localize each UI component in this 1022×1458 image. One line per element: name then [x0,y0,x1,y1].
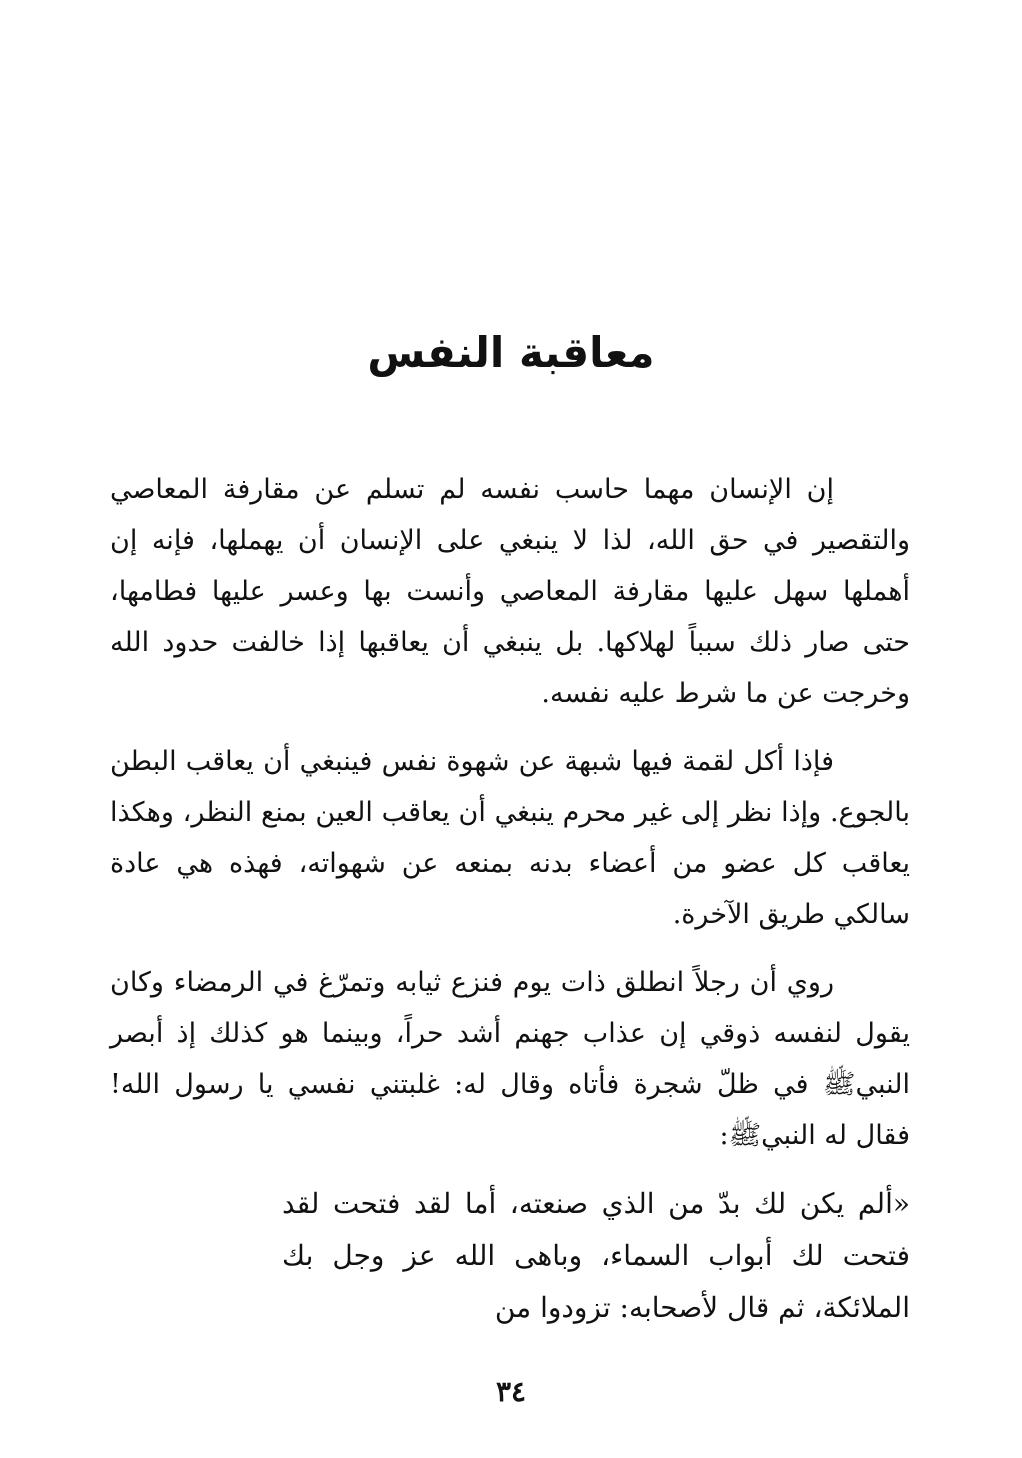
page-number: ٣٤ [495,1375,527,1408]
chapter-title: معاقبة النفس [367,328,655,377]
paragraph-1: إن الإنسان مهما حاسب نفسه لم تسلم عن مقارفة المعاصي والتقصير في حق الله، لذا لا ينبغي على الإنسان أن يهملها، فإنه إن أهملها سهل عليها مقارفة المعاصي وأنست بها وعسر عليها فطامها، حتى صار ذلك سبباً لهلاكها. بل ينبغي أن يعاقبها إذا خالفت حدود الله وخرجت عن ما شرط عليه نفسه. [110,474,910,709]
hadith-quote: «ألم يكن لك بدّ من الذي صنعته، أما لقد فتحت لقد فتحت لك أبواب السماء، وباهى الله عز وجل بك الملائكة، ثم قال لأصحابه: تزودوا من [282,1187,910,1324]
chapter-body [110,464,910,1334]
paragraph-2: فإذا أكل لقمة فيها شبهة عن شهوة نفس فينبغي أن يعاقب البطن بالجوع. وإذا نظر إلى غير محرم ينبغي أن يعاقب العين بمنع النظر، وهكذا يعاقب كل عضو من أعضاء بدنه بمنعه عن شهواته، فهذه هي عادة سالكي طريق الآخرة. [110,746,910,930]
paragraph-3: روي أن رجلاً انطلق ذات يوم فنزع ثيابه وتمرّغ في الرمضاء وكان يقول لنفسه ذوقي إن عذاب جهنم أشد حراً، وبينما هو كذلك إذ أبصر النبيﷺ في ظلّ شجرة فأتاه وقال له: غلبتني نفسي يا رسول الله! فقال له النبيﷺ: [110,967,910,1151]
